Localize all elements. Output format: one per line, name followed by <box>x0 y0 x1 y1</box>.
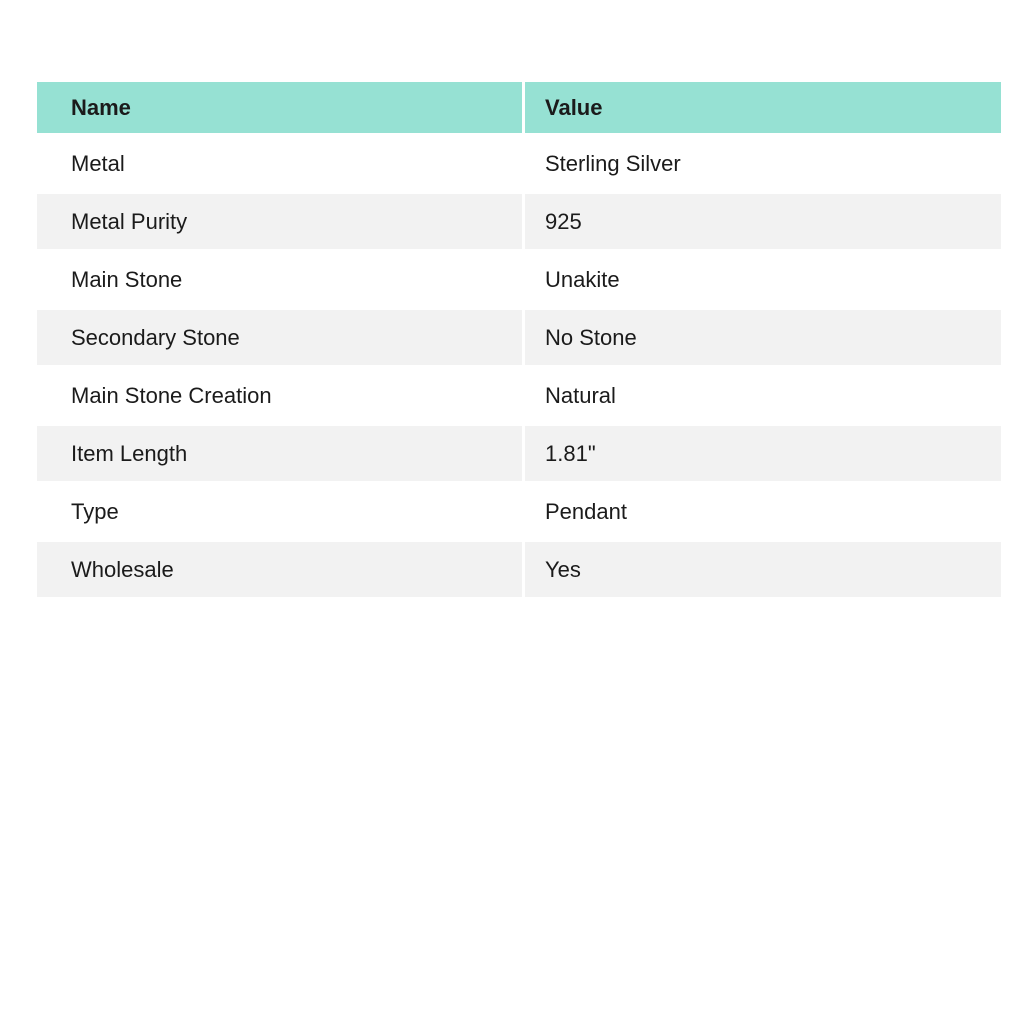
attributes-table <box>34 79 1004 600</box>
attribute-value-cell: Sterling Silver <box>525 136 1001 191</box>
table-row <box>37 426 1001 481</box>
attribute-value-cell: Yes <box>525 542 1001 597</box>
table-row <box>37 136 1001 191</box>
attribute-value-cell: Pendant <box>525 484 1001 539</box>
attribute-name-cell: Main Stone Creation <box>37 368 522 423</box>
table-row <box>37 484 1001 539</box>
attribute-value-cell: 925 <box>525 194 1001 249</box>
attribute-name-cell: Type <box>37 484 522 539</box>
column-header-name: Name <box>37 82 522 133</box>
attribute-name-cell: Metal <box>37 136 522 191</box>
table-row <box>37 252 1001 307</box>
attribute-value-cell: 1.81" <box>525 426 1001 481</box>
attribute-name-cell: Metal Purity <box>37 194 522 249</box>
table-body <box>37 136 1001 597</box>
attribute-name-cell: Main Stone <box>37 252 522 307</box>
table-row <box>37 310 1001 365</box>
attribute-value-cell: Unakite <box>525 252 1001 307</box>
table-row <box>37 368 1001 423</box>
header-row <box>37 82 1001 133</box>
table-header <box>37 82 1001 133</box>
attribute-name-cell: Wholesale <box>37 542 522 597</box>
attribute-name-cell: Secondary Stone <box>37 310 522 365</box>
column-header-value: Value <box>525 82 1001 133</box>
attribute-value-cell: Natural <box>525 368 1001 423</box>
table-row <box>37 542 1001 597</box>
table-row <box>37 194 1001 249</box>
attribute-name-cell: Item Length <box>37 426 522 481</box>
attribute-value-cell: No Stone <box>525 310 1001 365</box>
